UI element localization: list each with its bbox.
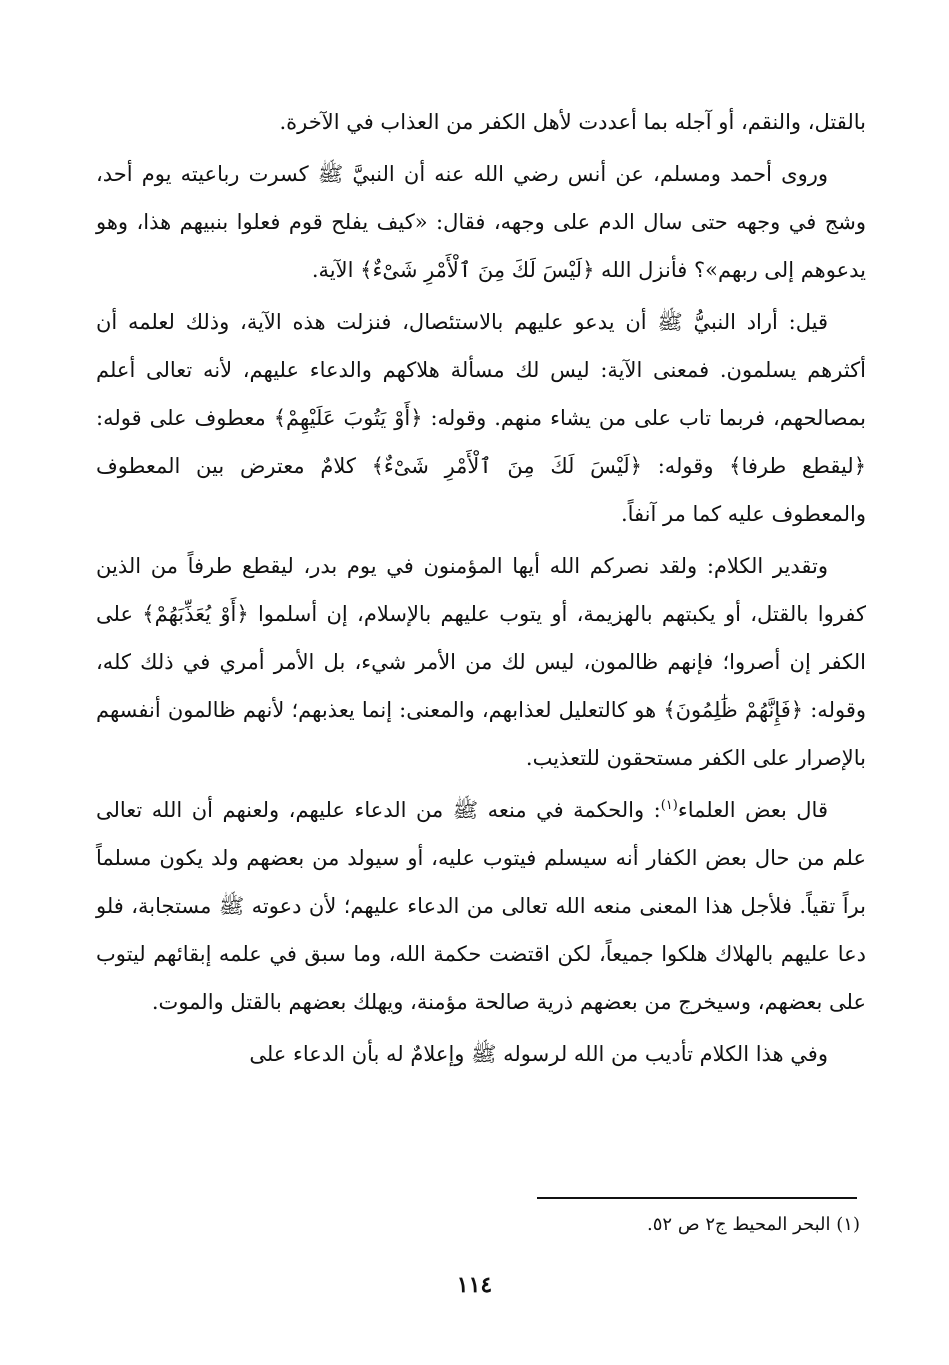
paragraph-with-footnote	[96, 786, 866, 1026]
paragraph: قيل: أراد النبيُّ ﷺ أن يدعو عليهم بالاستئصال، فنزلت هذه الآية، وذلك لعلمه أن أكثرهم يسلمون. فمعنى الآية: ليس لك مسألة هلاكهم والدعاء عليهم، لأنه تعالى أعلم بمصالحهم، فربما تاب على من يشاء منهم. وقوله: ﴿أَوْ يَتُوبَ عَلَيْهِمْ﴾ معطوف على قوله: ﴿ليقطع طرفا﴾ وقوله: ﴿لَيْسَ لَكَ مِنَ ٱلْأَمْرِ شَىْءٌ﴾ كلامٌ معترض بين المعطوف والمعطوف عليه كما مر آنفاً.	[96, 310, 866, 526]
page-number: ١١٤	[456, 1272, 493, 1298]
footnote-separator	[537, 1197, 857, 1199]
paragraph: وتقدير الكلام: ولقد نصركم الله أيها المؤمنون في يوم بدر، ليقطع طرفاً من الذين كفروا بالقتل، أو يكبتهم بالهزيمة، أو يتوب عليهم بالإسلام، إن أسلموا ﴿أَوْ يُعَذِّبَهُمْ﴾ على الكفر إن أصروا؛ فإنهم ظالمون، ليس لك من الأمر شيء، بل الأمر أمري في ذلك كله، وقوله: ﴿فَإِنَّهُمْ ظَٰلِمُونَ﴾ هو كالتعليل لعذابهم، والمعنى: إنما يعذبهم؛ لأنهم ظالمون أنفسهم بالإصرار على الكفر مستحقون للتعذيب.	[96, 554, 866, 770]
paragraph: بالقتل، والنقم، أو آجله بما أعددت لأهل الكفر من العذاب في الآخرة.	[279, 110, 866, 134]
paragraph-text: : والحكمة في منعه ﷺ من الدعاء عليهم، ولعنهم أن الله تعالى علم من حال بعض الكفار أنه سيسلم فيتوب عليه، أو سيولد من بعضهم ولد يكون مسلماً براً تقياً. فلأجل هذا المعنى منعه الله تعالى من الدعاء عليهم؛ لأن دعوته ﷺ مستجابة، فلو دعا عليهم بالهلاك هلكوا جميعاً، لكن اقتضت حكمة الله، وما سبق في علمه إبقائهم ليتوب على بعضهم، وسيخرج من بعضهم ذرية صالحة مؤمنة، ويهلك بعضهم بالقتل والموت.	[96, 798, 866, 1014]
footnote-marker: (١)	[660, 798, 678, 813]
footnote: (١) البحر المحيط ج٢ ص ٥٢.	[647, 1214, 860, 1235]
paragraph-text: قال بعض العلماء	[677, 798, 828, 822]
paragraph: وفي هذا الكلام تأديب من الله لرسوله ﷺ وإعلامٌ له بأن الدعاء على	[249, 1042, 828, 1066]
main-text	[96, 98, 866, 1082]
paragraph: وروى أحمد ومسلم، عن أنس رضي الله عنه أن النبيَّ ﷺ كسرت رباعيته يوم أحد، وشج في وجهه حتى سال الدم على وجهه، فقال: «كيف يفلح قوم فعلوا بنبيهم هذا، وهو يدعوهم إلى ربهم»؟ فأنزل الله ﴿لَيْسَ لَكَ مِنَ ٱلْأَمْرِ شَىْءٌ﴾ الآية.	[96, 162, 866, 282]
